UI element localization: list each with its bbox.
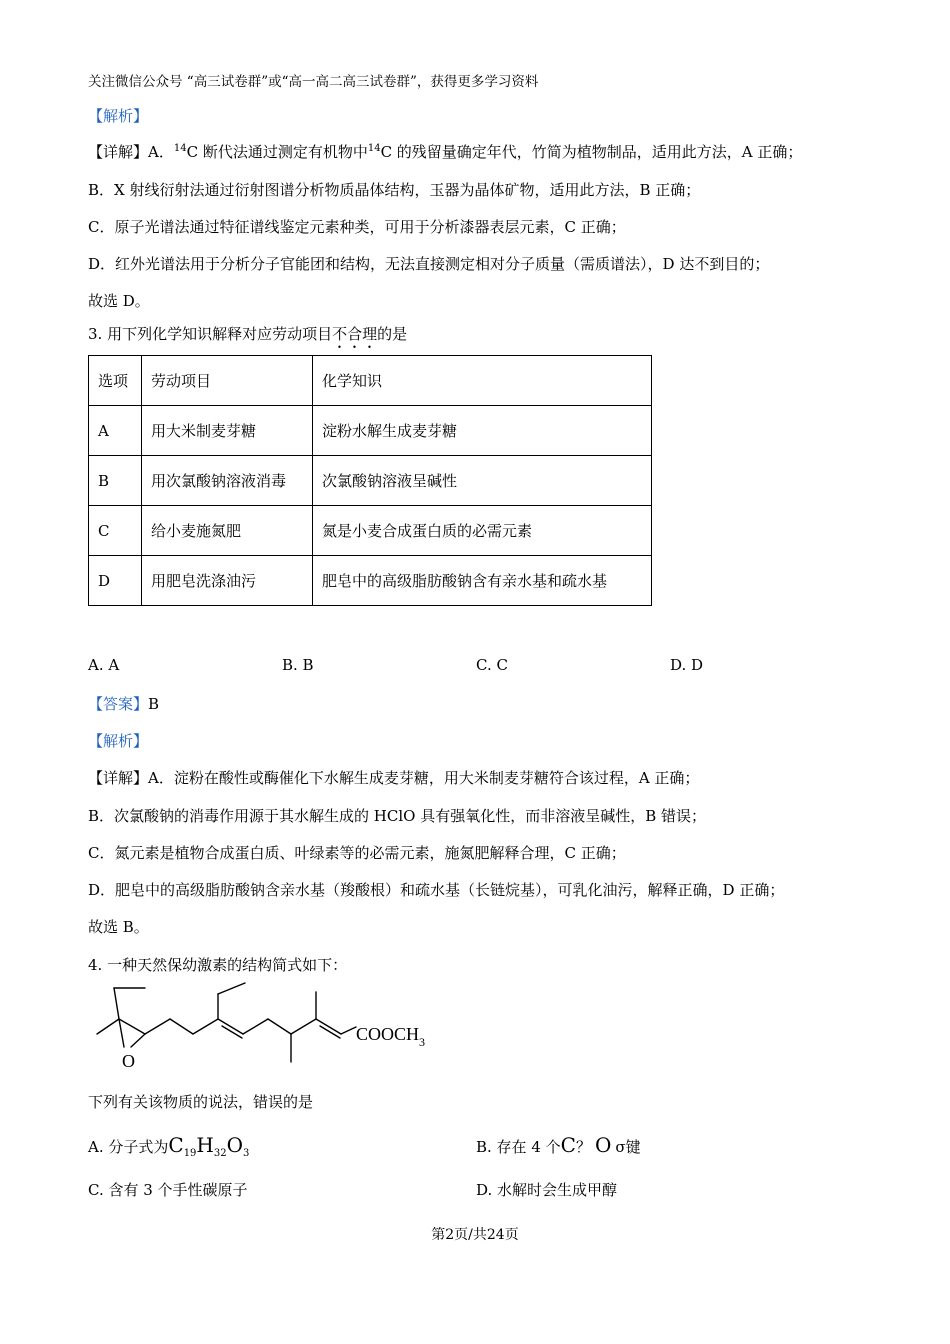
q2-detail-a-part2: C 的残留量确定年代，竹简为植物制品，适用此方法，A 正确； (380, 143, 803, 161)
bond (243, 1019, 268, 1034)
q3-answer-value: B (148, 695, 160, 713)
q3-stem-emphasis: 不合理 (332, 325, 378, 343)
table-cell: 给小麦施氮肥 (142, 506, 313, 556)
juvenile-hormone-structure (90, 978, 450, 1078)
q3-option-a: A. A (88, 656, 120, 674)
table-cell: 氮是小麦合成蛋白质的必需元素 (313, 506, 652, 556)
q3-stem-suffix: 的是 (377, 325, 408, 343)
epoxide-oxygen: O (122, 1051, 135, 1071)
table-row (89, 556, 652, 606)
q2-detail-a (88, 141, 802, 162)
table-cell: D (89, 556, 142, 606)
q3-detail-c: C．氮元素是植物合成蛋白质、叶绿素等的必需元素，施氮肥解释合理，C 正确； (88, 844, 626, 862)
bond (119, 1019, 145, 1034)
bond (268, 1019, 291, 1034)
bond (119, 1019, 124, 1047)
bond (218, 983, 245, 994)
q2-detail-c: C．原子光谱法通过特征谱线鉴定元素种类，可用于分析漆器表层元素，C 正确； (88, 218, 626, 236)
q2-detail-a-part1: C 断代法通过测定有机物中 (186, 143, 368, 161)
formula-c: C (168, 1133, 184, 1157)
q3-analysis-tag: 【解析】 (88, 732, 149, 750)
ester-group (356, 1024, 425, 1049)
table-cell: 淀粉水解生成麦芽糖 (313, 406, 652, 456)
table-cell: B (89, 456, 142, 506)
q2-sup-2: 14 (367, 143, 381, 154)
q4-option-c: C. 含有 3 个手性碳原子 (88, 1181, 248, 1199)
q4-option-b (476, 1133, 641, 1157)
q4-option-a-prefix: A. 分子式为 (88, 1138, 169, 1156)
q4-option-b-prefix: B. 存在 4 个 (476, 1138, 561, 1156)
q2-detail-d: D．红外光谱法用于分析分子官能团和结构，无法直接测定相对分子质量（需质谱法），D 达不到目的； (88, 255, 770, 273)
bond (97, 1019, 119, 1034)
bond (193, 1019, 218, 1034)
table-cell: 用大米制麦芽糖 (142, 406, 313, 456)
q2-conclusion: 故选 D。 (88, 292, 150, 310)
q4-stem: 4. 一种天然保幼激素的结构简式如下： (88, 956, 348, 974)
ester-subscript: 3 (419, 1035, 426, 1049)
formula-o-count: 3 (243, 1148, 250, 1159)
ester-main: COOCH (356, 1024, 420, 1044)
table-cell: A (89, 406, 142, 456)
table-row (89, 456, 652, 506)
table-row (89, 506, 652, 556)
bond (341, 1027, 356, 1034)
q3-option-c: C. C (476, 656, 508, 674)
bond (291, 1019, 316, 1034)
q2-sup-1: 14 (173, 143, 187, 154)
table-cell: 肥皂中的高级脂肪酸钠含有亲水基和疏水基 (313, 556, 652, 606)
table-cell: 次氯酸钠溶液呈碱性 (313, 456, 652, 506)
page-footer: 第2页/共24页 (431, 1227, 519, 1243)
q3-detail-b: B．次氯酸钠的消毒作用源于其水解生成的 HClO 具有强氧化性，而非溶液呈碱性，B 错误； (88, 807, 707, 825)
bond (170, 1019, 193, 1034)
q3-option-d: D. D (670, 656, 704, 674)
q4-option-d: D. 水解时会生成甲醇 (476, 1181, 618, 1199)
q3-stem (88, 323, 407, 352)
q4-question: 下列有关该物质的说法，错误的是 (88, 1093, 314, 1111)
option-b-suffix: σ键 (615, 1138, 641, 1156)
table-header-row (89, 356, 652, 406)
option-b-o: O (594, 1133, 612, 1157)
q2-analysis-tag: 【解析】 (88, 107, 149, 125)
q3-conclusion: 故选 B。 (88, 918, 149, 936)
q3-detail-a: 【详解】A．淀粉在酸性或酶催化下水解生成麦芽糖，用大米制麦芽糖符合该过程，A 正确； (88, 769, 700, 787)
page-header: 关注微信公众号 “高三试卷群”或“高一高二高三试卷群”，获得更多学习资料 (88, 74, 539, 90)
q3-stem-prefix: 3. 用下列化学知识解释对应劳动项目 (88, 325, 333, 343)
q3-answer-tag: 【答案】 (88, 695, 149, 713)
formula-o: O (226, 1133, 244, 1157)
bond (114, 988, 119, 1019)
table-header-cell: 劳动项目 (142, 356, 313, 406)
formula-h: H (196, 1133, 214, 1157)
q2-detail-prefix: 【详解】A． (88, 143, 174, 161)
table-cell: 用次氯酸钠溶液消毒 (142, 456, 313, 506)
bond (145, 1019, 170, 1034)
formula-h-count: 32 (213, 1148, 227, 1159)
table-cell: C (89, 506, 142, 556)
q4-option-a (88, 1133, 249, 1159)
q3-table (88, 355, 652, 606)
q2-detail-b: B．X 射线衍射法通过衍射图谱分析物质晶体结构，玉器为晶体矿物，适用此方法，B 正确； (88, 181, 701, 199)
formula-c-count: 19 (183, 1148, 197, 1159)
table-row (89, 406, 652, 456)
q3-detail-d: D．肥皂中的高级脂肪酸钠含亲水基（羧酸根）和疏水基（长链烷基），可乳化油污，解释正确，D 正确； (88, 881, 785, 899)
table-header-cell: 化学知识 (313, 356, 652, 406)
q3-answer (88, 693, 159, 714)
table-cell: 用肥皂洗涤油污 (142, 556, 313, 606)
bond (131, 1034, 145, 1047)
option-b-mid: ？ (575, 1138, 591, 1156)
table-header-cell: 选项 (89, 356, 142, 406)
option-b-c: C (560, 1133, 576, 1157)
q3-option-b: B. B (282, 656, 314, 674)
